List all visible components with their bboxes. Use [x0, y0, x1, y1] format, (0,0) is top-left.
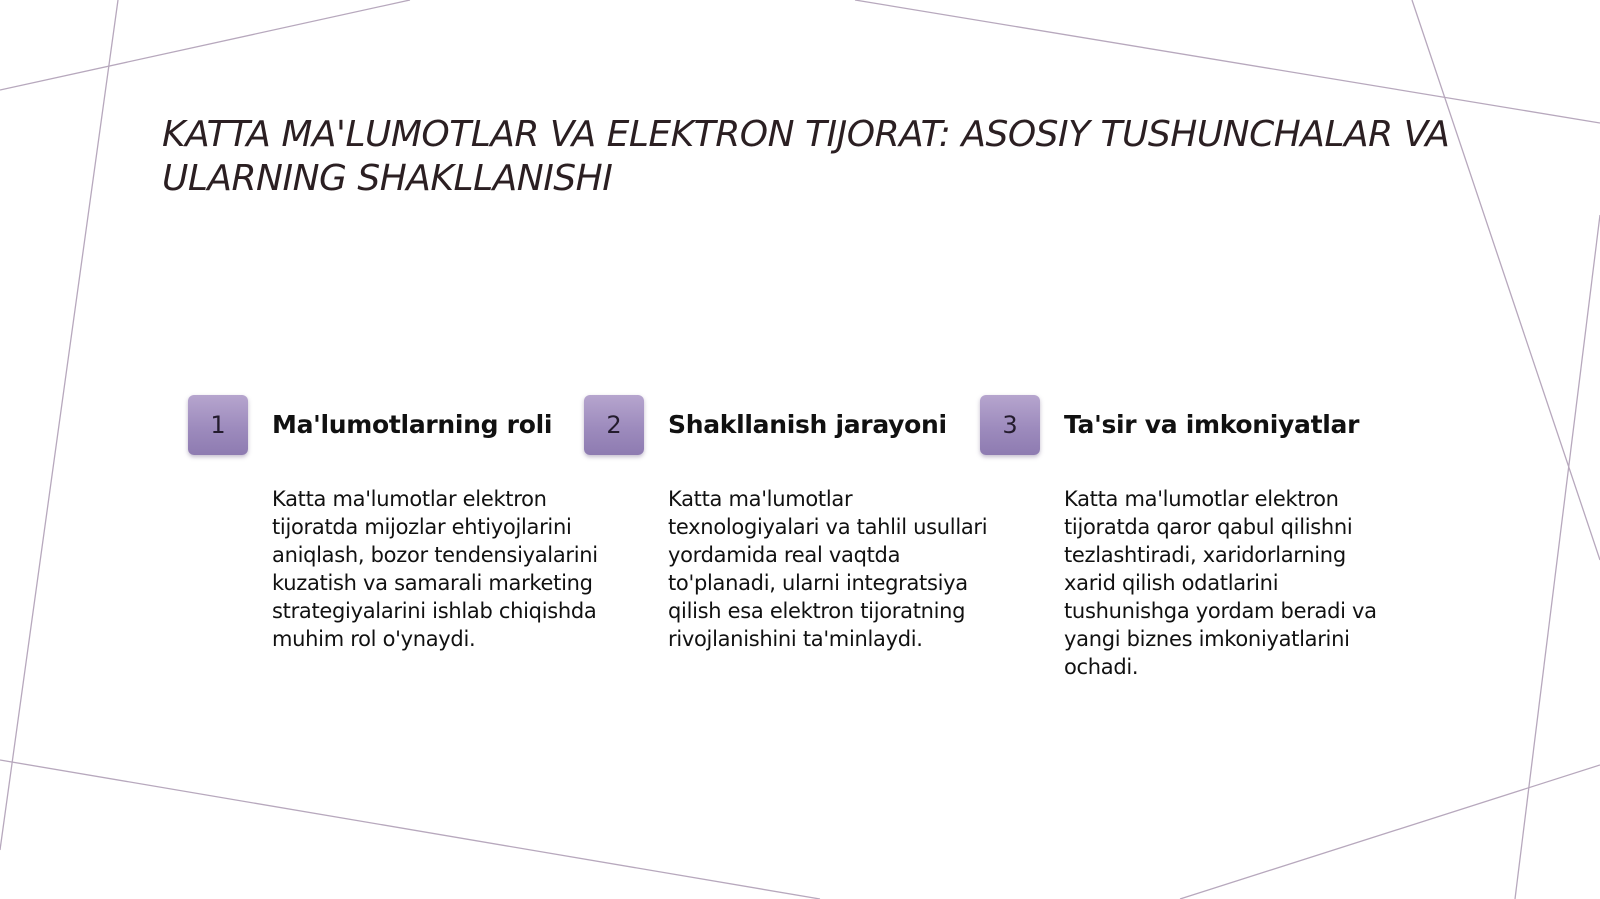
- bg-line: [0, 760, 820, 899]
- step-heading: Shakllanish jarayoni: [668, 410, 947, 439]
- slide-title: KATTA MA'LUMOTLAR VA ELEKTRON TIJORAT: ASOSIY TUSHUNCHALAR VA ULARNING SHAKLLANISHI: [162, 114, 1450, 199]
- bg-line: [1515, 215, 1600, 899]
- step-heading: Ta'sir va imkoniyatlar: [1064, 410, 1360, 439]
- step-description: Katta ma'lumotlar elektron tijoratda qaror qabul qilishni tezlashtiradi, xaridorlarning xarid qilish odatlarini tushunishga yordam beradi va yangi biznes imkoniyatlarini ochadi.: [1064, 487, 1377, 679]
- step-description: Katta ma'lumotlar elektron tijoratda mijozlar ehtiyojlarini aniqlash, bozor tendensiyalarini kuzatish va samarali marketing strategiyalarini ishlab chiqishda muhim rol o'ynaydi.: [272, 487, 598, 651]
- step-card-2: [584, 395, 988, 705]
- step-description: Katta ma'lumotlar texnologiyalari va tahlil usullari yordamida real vaqtda to'planadi, ularni integratsiya qilish esa elektron tijoratning rivojlanishini ta'minlaydi.: [668, 487, 988, 651]
- step-number-badge: 3: [980, 395, 1040, 455]
- step-heading: Ma'lumotlarning roli: [272, 410, 553, 439]
- bg-line: [1412, 0, 1600, 560]
- bg-line: [855, 0, 1600, 123]
- step-card-1: [188, 395, 598, 705]
- steps-row: [188, 395, 1428, 715]
- bg-line: [0, 0, 410, 90]
- bg-line: [1180, 765, 1600, 899]
- step-number-badge: 2: [584, 395, 644, 455]
- bg-line: [0, 0, 118, 850]
- step-number-badge: 1: [188, 395, 248, 455]
- step-card-3: [980, 395, 1380, 705]
